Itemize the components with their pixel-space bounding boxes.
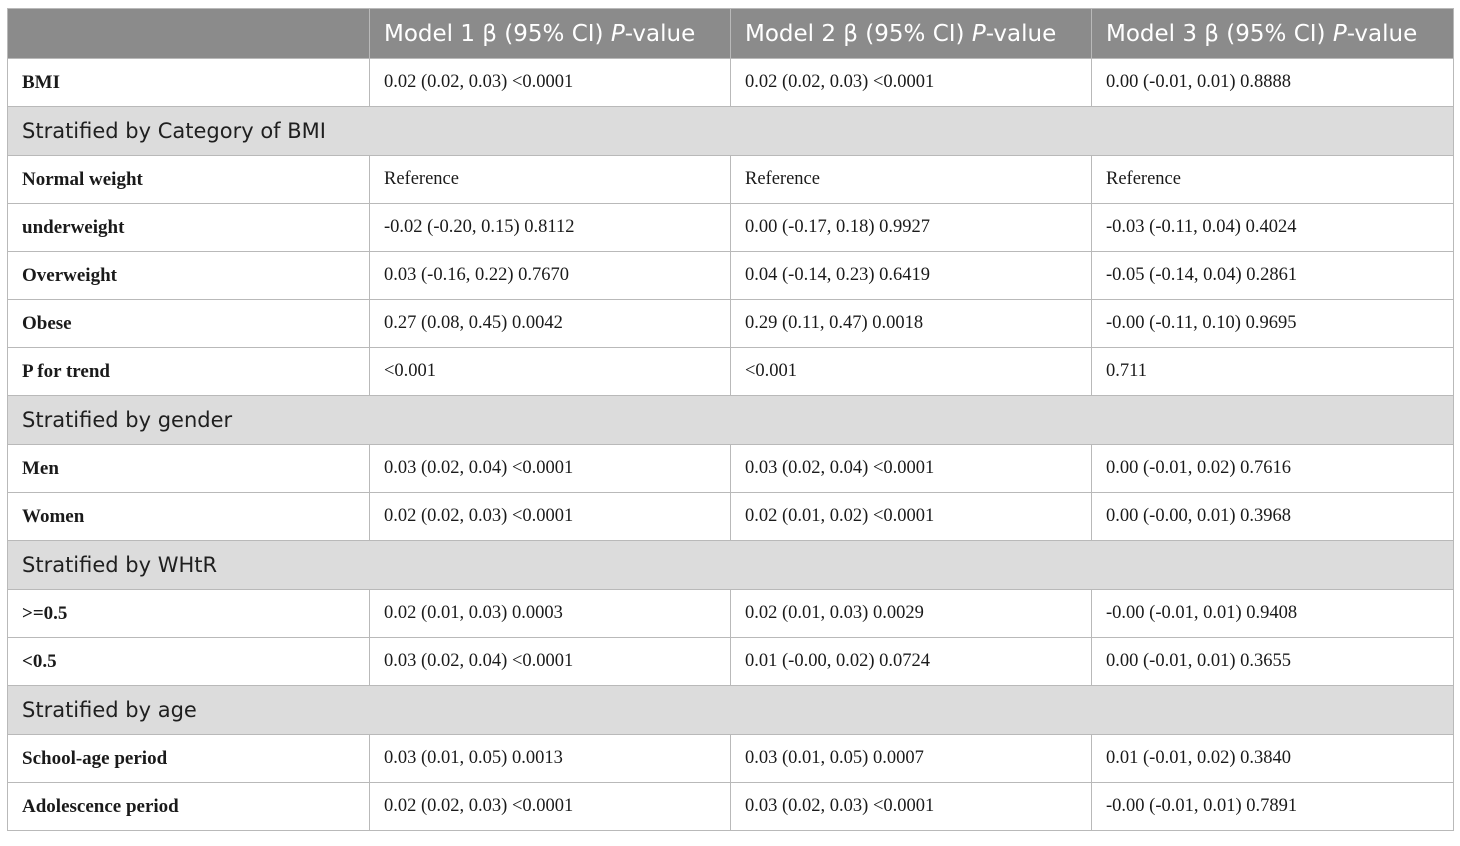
row-label: Men <box>8 445 370 493</box>
header-model-1-suffix: -value <box>624 20 696 47</box>
model-1-cell: 0.02 (0.02, 0.03) <0.0001 <box>370 783 731 831</box>
model-1-cell: -0.02 (-0.20, 0.15) 0.8112 <box>370 204 731 252</box>
model-2-cell: 0.03 (0.01, 0.05) 0.0007 <box>731 735 1092 783</box>
model-2-cell: 0.04 (-0.14, 0.23) 0.6419 <box>731 252 1092 300</box>
model-2-cell: 0.03 (0.02, 0.04) <0.0001 <box>731 445 1092 493</box>
model-2-cell: 0.00 (-0.17, 0.18) 0.9927 <box>731 204 1092 252</box>
model-3-cell: -0.05 (-0.14, 0.04) 0.2861 <box>1092 252 1454 300</box>
table-row <box>8 300 1454 348</box>
model-1-cell: 0.02 (0.02, 0.03) <0.0001 <box>370 493 731 541</box>
row-label: <0.5 <box>8 638 370 686</box>
header-model-1-p: P <box>610 20 625 47</box>
section-row <box>8 686 1454 735</box>
model-3-cell: -0.03 (-0.11, 0.04) 0.4024 <box>1092 204 1454 252</box>
table-row <box>8 735 1454 783</box>
model-1-cell: <0.001 <box>370 348 731 396</box>
table-row <box>8 348 1454 396</box>
row-label: underweight <box>8 204 370 252</box>
header-model-2-prefix: Model 2 β (95% CI) <box>745 20 972 47</box>
model-3-cell: 0.00 (-0.00, 0.01) 0.3968 <box>1092 493 1454 541</box>
section-row <box>8 541 1454 590</box>
row-label: P for trend <box>8 348 370 396</box>
section-row <box>8 396 1454 445</box>
table-row <box>8 59 1454 107</box>
model-3-cell: -0.00 (-0.01, 0.01) 0.9408 <box>1092 590 1454 638</box>
table-row <box>8 252 1454 300</box>
row-label: Overweight <box>8 252 370 300</box>
header-model-1-prefix: Model 1 β (95% CI) <box>384 20 611 47</box>
table-row <box>8 590 1454 638</box>
model-2-cell: Reference <box>731 156 1092 204</box>
model-1-cell: 0.03 (-0.16, 0.22) 0.7670 <box>370 252 731 300</box>
model-3-cell: 0.00 (-0.01, 0.01) 0.8888 <box>1092 59 1454 107</box>
section-heading: Stratified by age <box>8 686 1454 735</box>
row-label: Obese <box>8 300 370 348</box>
header-model-2 <box>731 9 1092 59</box>
model-1-cell: 0.02 (0.01, 0.03) 0.0003 <box>370 590 731 638</box>
table-row <box>8 638 1454 686</box>
model-1-cell: Reference <box>370 156 731 204</box>
table-body <box>8 59 1454 831</box>
section-heading: Stratified by WHtR <box>8 541 1454 590</box>
header-model-2-suffix: -value <box>985 20 1057 47</box>
model-3-cell: -0.00 (-0.11, 0.10) 0.9695 <box>1092 300 1454 348</box>
model-2-cell: 0.02 (0.02, 0.03) <0.0001 <box>731 59 1092 107</box>
model-1-cell: 0.03 (0.02, 0.04) <0.0001 <box>370 638 731 686</box>
model-2-cell: 0.01 (-0.00, 0.02) 0.0724 <box>731 638 1092 686</box>
row-label: BMI <box>8 59 370 107</box>
model-3-cell: 0.711 <box>1092 348 1454 396</box>
results-table <box>7 8 1454 831</box>
section-row <box>8 107 1454 156</box>
row-label: Adolescence period <box>8 783 370 831</box>
header-model-3-p: P <box>1332 20 1347 47</box>
table-row <box>8 493 1454 541</box>
table-row <box>8 156 1454 204</box>
model-3-cell: 0.00 (-0.01, 0.02) 0.7616 <box>1092 445 1454 493</box>
model-2-cell: <0.001 <box>731 348 1092 396</box>
header-corner-cell <box>8 9 370 59</box>
table-row <box>8 445 1454 493</box>
model-2-cell: 0.03 (0.02, 0.03) <0.0001 <box>731 783 1092 831</box>
model-3-cell: -0.00 (-0.01, 0.01) 0.7891 <box>1092 783 1454 831</box>
header-model-2-p: P <box>971 20 986 47</box>
header-model-3 <box>1092 9 1454 59</box>
table-row <box>8 204 1454 252</box>
row-label: >=0.5 <box>8 590 370 638</box>
row-label: School-age period <box>8 735 370 783</box>
row-label: Women <box>8 493 370 541</box>
model-1-cell: 0.02 (0.02, 0.03) <0.0001 <box>370 59 731 107</box>
header-model-1 <box>370 9 731 59</box>
model-3-cell: Reference <box>1092 156 1454 204</box>
model-3-cell: 0.01 (-0.01, 0.02) 0.3840 <box>1092 735 1454 783</box>
header-model-3-prefix: Model 3 β (95% CI) <box>1106 20 1333 47</box>
section-heading: Stratified by Category of BMI <box>8 107 1454 156</box>
header-row <box>8 9 1454 59</box>
model-1-cell: 0.27 (0.08, 0.45) 0.0042 <box>370 300 731 348</box>
model-1-cell: 0.03 (0.02, 0.04) <0.0001 <box>370 445 731 493</box>
section-heading: Stratified by gender <box>8 396 1454 445</box>
row-label: Normal weight <box>8 156 370 204</box>
model-3-cell: 0.00 (-0.01, 0.01) 0.3655 <box>1092 638 1454 686</box>
table-row <box>8 783 1454 831</box>
model-2-cell: 0.02 (0.01, 0.03) 0.0029 <box>731 590 1092 638</box>
model-2-cell: 0.02 (0.01, 0.02) <0.0001 <box>731 493 1092 541</box>
model-1-cell: 0.03 (0.01, 0.05) 0.0013 <box>370 735 731 783</box>
model-2-cell: 0.29 (0.11, 0.47) 0.0018 <box>731 300 1092 348</box>
header-model-3-suffix: -value <box>1346 20 1418 47</box>
